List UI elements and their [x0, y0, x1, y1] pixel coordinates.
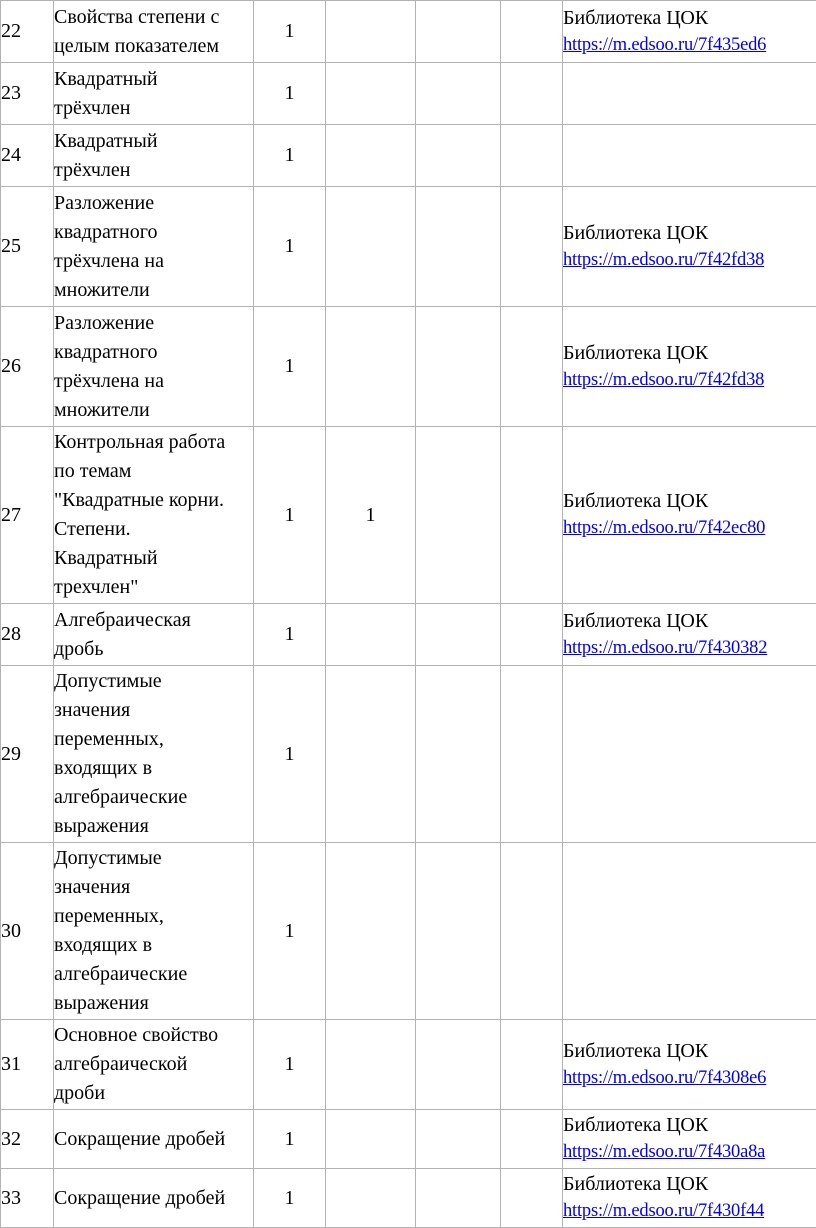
- table-row: [1, 307, 816, 427]
- table-row: [1, 1169, 816, 1228]
- practical-works: [416, 666, 501, 843]
- lesson-topic: Сокращение дробей: [54, 1169, 254, 1228]
- lesson-topic: Допустимые значения переменных, входящих в алгебраические выражения: [54, 666, 254, 843]
- control-works: [326, 125, 416, 187]
- lesson-date: [501, 1169, 563, 1228]
- lesson-topic: Разложение квадратного трёхчлена на множители: [54, 187, 254, 307]
- lesson-hours: 1: [254, 604, 326, 666]
- control-works: [326, 307, 416, 427]
- practical-works: [416, 63, 501, 125]
- resource-cell: [563, 666, 816, 843]
- lessons-table-body: [1, 1, 816, 1228]
- practical-works: [416, 125, 501, 187]
- resource-cell: [563, 187, 816, 307]
- table-row: [1, 843, 816, 1020]
- table-row: [1, 666, 816, 843]
- resource-cell: [563, 1, 816, 63]
- resource-cell: [563, 604, 816, 666]
- control-works: [326, 1169, 416, 1228]
- resource-cell: [563, 63, 816, 125]
- lesson-date: [501, 604, 563, 666]
- lesson-number: 27: [1, 427, 54, 604]
- resource-cell: [563, 307, 816, 427]
- lesson-date: [501, 307, 563, 427]
- table-row: [1, 187, 816, 307]
- resource-link[interactable]: https://m.edsoo.ru/7f430f44: [563, 1201, 765, 1221]
- lesson-date: [501, 1020, 563, 1110]
- lesson-hours: 1: [254, 843, 326, 1020]
- lesson-hours: 1: [254, 125, 326, 187]
- lesson-hours: 1: [254, 1020, 326, 1110]
- lesson-date: [501, 187, 563, 307]
- control-works: [326, 604, 416, 666]
- control-works: [326, 666, 416, 843]
- lesson-hours: 1: [254, 1169, 326, 1228]
- library-label: Библиотека ЦОК: [563, 221, 709, 244]
- table-row: [1, 125, 816, 187]
- lesson-date: [501, 125, 563, 187]
- resource-cell: [563, 1169, 816, 1228]
- table-row: [1, 1020, 816, 1110]
- library-label: Библиотека ЦОК: [563, 490, 709, 512]
- library-label: Библиотека ЦОК: [563, 1173, 709, 1195]
- lesson-hours: 1: [254, 1, 326, 63]
- lesson-topic: Допустимые значения переменных, входящих в алгебраические выражения: [54, 843, 254, 1020]
- practical-works: [416, 604, 501, 666]
- lesson-date: [501, 63, 563, 125]
- resource-cell: [563, 1110, 816, 1169]
- lesson-topic: Алгебраическая дробь: [54, 604, 254, 666]
- practical-works: [416, 1, 501, 63]
- control-works: [326, 843, 416, 1020]
- practical-works: [416, 843, 501, 1020]
- library-label: Библиотека ЦОК: [563, 609, 709, 632]
- resource-link[interactable]: https://m.edsoo.ru/7f435ed6: [563, 34, 767, 55]
- resource-cell: [563, 125, 816, 187]
- control-works: 1: [326, 427, 416, 604]
- table-row: [1, 427, 816, 604]
- resource-link[interactable]: https://m.edsoo.ru/7f42ec80: [563, 518, 766, 538]
- lesson-date: [501, 1, 563, 63]
- lesson-number: 23: [1, 63, 54, 125]
- lesson-number: 31: [1, 1020, 54, 1110]
- resource-link[interactable]: https://m.edsoo.ru/7f4308e6: [563, 1067, 767, 1088]
- table-row: [1, 63, 816, 125]
- lesson-number: 25: [1, 187, 54, 307]
- lesson-hours: 1: [254, 666, 326, 843]
- table-row: [1, 604, 816, 666]
- lesson-topic: Контрольная работа по темам "Квадратные корни. Степени. Квадратный трехчлен": [54, 427, 254, 604]
- lesson-hours: 1: [254, 187, 326, 307]
- lesson-number: 30: [1, 843, 54, 1020]
- lesson-number: 33: [1, 1169, 54, 1228]
- lesson-hours: 1: [254, 63, 326, 125]
- control-works: [326, 187, 416, 307]
- lesson-topic: Квадратный трёхчлен: [54, 125, 254, 187]
- library-label: Библиотека ЦОК: [563, 1114, 709, 1136]
- table-row: [1, 1, 816, 63]
- resource-cell: [563, 427, 816, 604]
- resource-cell: [563, 1020, 816, 1110]
- lesson-hours: 1: [254, 1110, 326, 1169]
- lesson-date: [501, 1110, 563, 1169]
- lesson-date: [501, 666, 563, 843]
- practical-works: [416, 1020, 501, 1110]
- lesson-hours: 1: [254, 307, 326, 427]
- lesson-date: [501, 427, 563, 604]
- control-works: [326, 1020, 416, 1110]
- lesson-number: 22: [1, 1, 54, 63]
- practical-works: [416, 307, 501, 427]
- resource-cell: [563, 843, 816, 1020]
- lesson-topic: Основное свойство алгебраической дроби: [54, 1020, 254, 1110]
- library-label: Библиотека ЦОК: [563, 6, 709, 29]
- lesson-number: 24: [1, 125, 54, 187]
- resource-link[interactable]: https://m.edsoo.ru/7f42fd38: [563, 249, 765, 270]
- lesson-topic: Квадратный трёхчлен: [54, 63, 254, 125]
- lesson-number: 26: [1, 307, 54, 427]
- lesson-hours: 1: [254, 427, 326, 604]
- control-works: [326, 63, 416, 125]
- table-row: [1, 1110, 816, 1169]
- control-works: [326, 1110, 416, 1169]
- resource-link[interactable]: https://m.edsoo.ru/7f430382: [563, 637, 768, 658]
- resource-link[interactable]: https://m.edsoo.ru/7f430a8a: [563, 1142, 766, 1162]
- lesson-number: 28: [1, 604, 54, 666]
- practical-works: [416, 1110, 501, 1169]
- practical-works: [416, 187, 501, 307]
- lesson-number: 29: [1, 666, 54, 843]
- lesson-date: [501, 843, 563, 1020]
- lesson-topic: Разложение квадратного трёхчлена на множители: [54, 307, 254, 427]
- lesson-number: 32: [1, 1110, 54, 1169]
- resource-link[interactable]: https://m.edsoo.ru/7f42fd38: [563, 369, 765, 390]
- lesson-topic: Свойства степени с целым показателем: [54, 1, 254, 63]
- practical-works: [416, 1169, 501, 1228]
- lesson-topic: Сокращение дробей: [54, 1110, 254, 1169]
- library-label: Библиотека ЦОК: [563, 1039, 709, 1062]
- practical-works: [416, 427, 501, 604]
- library-label: Библиотека ЦОК: [563, 341, 709, 364]
- control-works: [326, 1, 416, 63]
